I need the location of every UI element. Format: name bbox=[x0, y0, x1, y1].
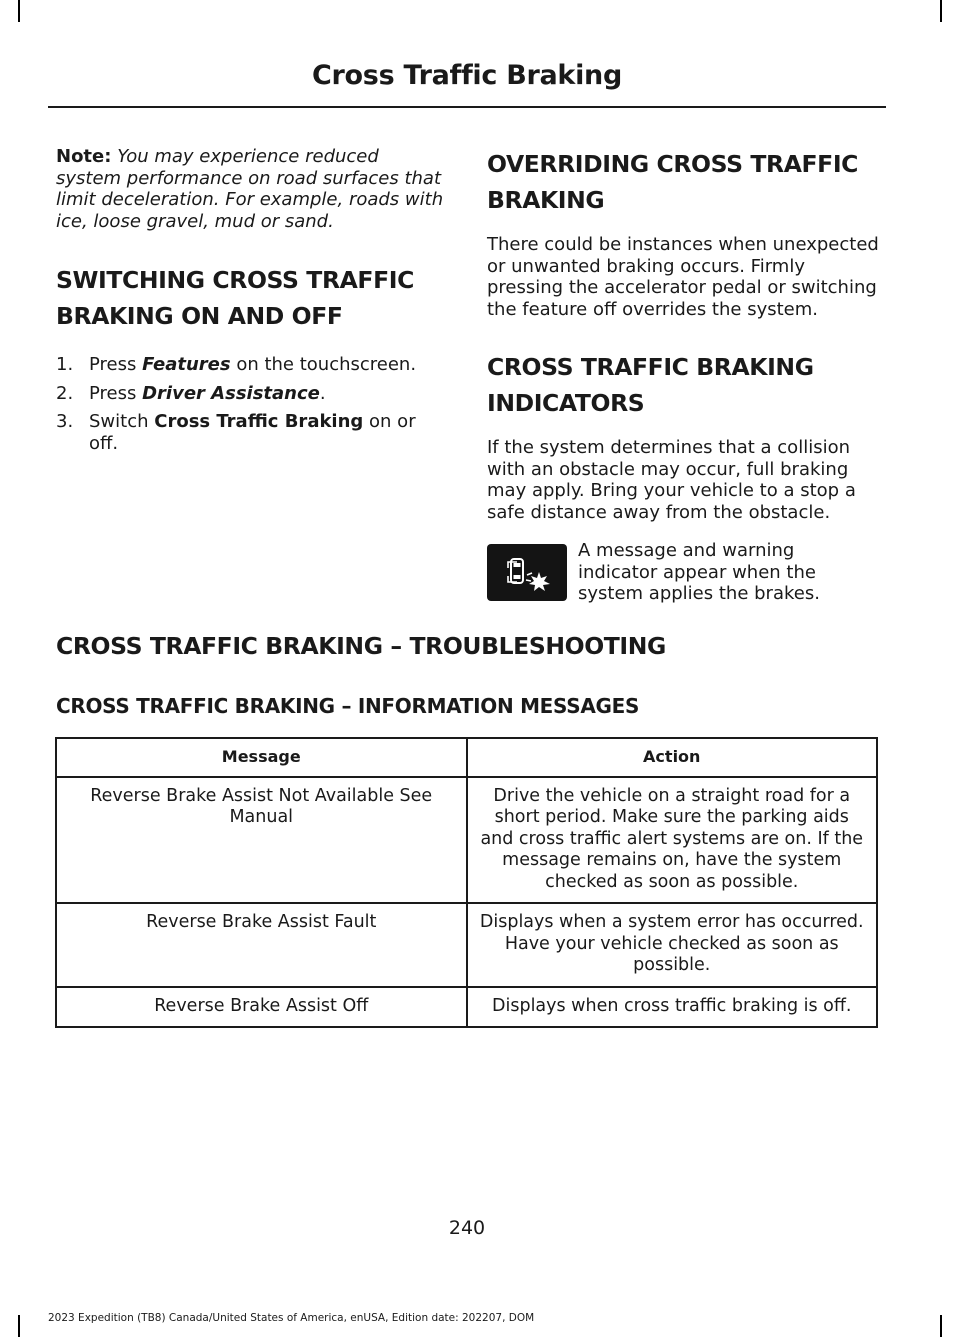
crop-mark-top-right bbox=[940, 0, 942, 22]
message-cell: Reverse Brake Assist Fault bbox=[56, 903, 467, 987]
action-cell: Displays when cross traffic braking is off. bbox=[467, 987, 878, 1028]
step-number: 2. bbox=[56, 382, 74, 404]
indicator-row bbox=[487, 540, 879, 604]
page-number: 240 bbox=[448, 1217, 486, 1239]
crop-mark-top-left bbox=[18, 0, 20, 22]
indicators-heading-line-2: INDICATORS bbox=[487, 389, 645, 417]
switching-heading bbox=[56, 262, 448, 334]
table-row bbox=[56, 903, 877, 987]
overriding-heading bbox=[487, 146, 879, 218]
troubleshooting-heading: CROSS TRAFFIC BRAKING – TROUBLESHOOTING bbox=[56, 632, 666, 660]
step-number: 1. bbox=[56, 354, 74, 375]
step-text-pre: Press bbox=[89, 382, 143, 404]
note-label: Note: bbox=[56, 146, 112, 167]
step-text-post: . bbox=[319, 382, 326, 404]
step-text-post: on the touchscreen. bbox=[230, 354, 417, 375]
indicators-text: If the system determines that a collision with an obstacle may occur, full braking may apply. Bring your vehicle to a stop a safe distance away from the obstacle. bbox=[487, 437, 856, 523]
step-item bbox=[56, 411, 448, 454]
note-text: You may experience reduced system performance on road surfaces that limit deceleration. For example, roads with ice, loose gravel, mud or sand. bbox=[56, 146, 444, 232]
note bbox=[56, 146, 448, 232]
column-header-message: Message bbox=[56, 738, 467, 777]
step-text-pre: Press bbox=[89, 354, 143, 375]
right-column bbox=[487, 146, 879, 604]
overriding-text: There could be instances when unexpected or unwanted braking occurs. Firmly pressing the accelerator pedal or switching the feature off overrides the system. bbox=[487, 234, 879, 320]
action-cell: Drive the vehicle on a straight road for a short period. Make sure the parking aids and cross traffic alert systems are on. If the message remains on, have the system checked as soon as possible. bbox=[467, 777, 878, 904]
switching-steps bbox=[56, 354, 448, 454]
table-row bbox=[56, 777, 877, 904]
action-cell: Displays when a system error has occurred. Have your vehicle checked as soon as possible. bbox=[467, 903, 878, 987]
step-text-post: on or off. bbox=[89, 411, 416, 454]
column-header-action: Action bbox=[467, 738, 878, 777]
crop-mark-bottom-right bbox=[940, 1315, 942, 1337]
overriding-heading-line-2: BRAKING bbox=[487, 186, 605, 214]
information-messages-heading: CROSS TRAFFIC BRAKING – INFORMATION MESSAGES bbox=[56, 694, 640, 718]
table-row bbox=[56, 987, 877, 1028]
step-features-label: Features bbox=[142, 354, 231, 375]
car-brake-warning-icon bbox=[487, 544, 567, 601]
overriding-heading-line-1: OVERRIDING CROSS TRAFFIC bbox=[487, 150, 859, 178]
indicators-heading-line-1: CROSS TRAFFIC BRAKING bbox=[487, 353, 814, 381]
indicator-caption: A message and warning indicator appear when the system applies the brakes. bbox=[578, 540, 820, 604]
step-text-pre: Switch bbox=[89, 411, 155, 432]
header-rule bbox=[48, 106, 886, 108]
step-item bbox=[56, 383, 448, 405]
step-number: 3. bbox=[56, 411, 74, 432]
crop-mark-bottom-left bbox=[18, 1315, 20, 1337]
information-messages-table bbox=[55, 737, 878, 1028]
page-header-title: Cross Traffic Braking bbox=[312, 60, 622, 91]
step-cross-traffic-braking-label: Cross Traffic Braking bbox=[154, 411, 364, 432]
cross-traffic-braking-warning-icon bbox=[487, 544, 567, 601]
switching-heading-line-2: BRAKING ON AND OFF bbox=[56, 302, 343, 330]
step-item bbox=[56, 354, 448, 376]
message-cell: Reverse Brake Assist Off bbox=[56, 987, 467, 1028]
footer-edition-info: 2023 Expedition (TB8) Canada/United States of America, enUSA, Edition date: 202207, DOM bbox=[48, 1312, 535, 1324]
left-column bbox=[56, 146, 448, 461]
switching-heading-line-1: SWITCHING CROSS TRAFFIC bbox=[56, 266, 414, 294]
step-driver-assistance-label: Driver Assistance bbox=[142, 382, 320, 404]
message-cell: Reverse Brake Assist Not Available See Manual bbox=[56, 777, 467, 904]
indicators-heading bbox=[487, 349, 879, 421]
table-header-row bbox=[56, 738, 877, 777]
